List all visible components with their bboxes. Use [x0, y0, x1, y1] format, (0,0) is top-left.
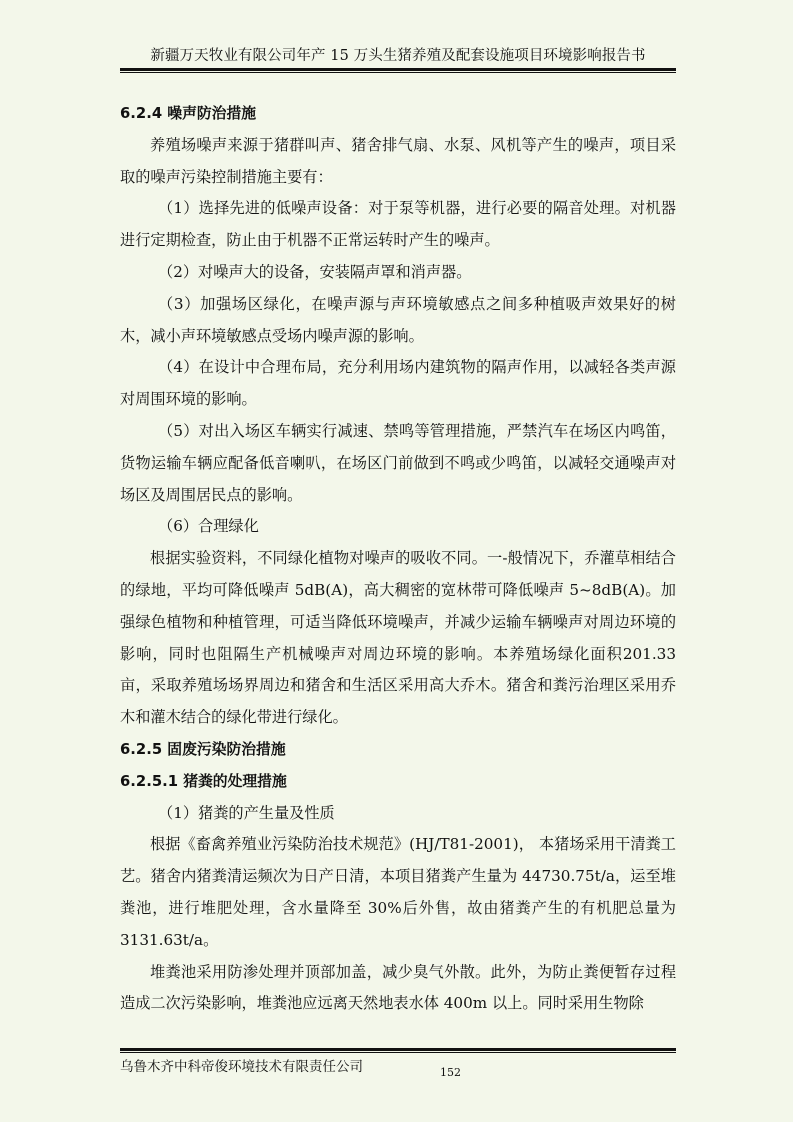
list-item-sound-enclosure: （2）对噪声大的设备，安装隔声罩和消声器。 — [158, 262, 472, 281]
footer-organization: 乌鲁木齐中科帝俊环境技术有限责任公司 — [120, 1059, 363, 1075]
list-item-reasonable-greening: （6）合理绿化 — [158, 517, 259, 536]
list-item-vehicles: （5）对出入场区车辆实行减速、禁鸣等管理措施，严禁汽车在场区内鸣笛，货物运输车辆应配备低音喇叭，在场区门前做到不鸣或少鸣笛，以减轻交通噪声对场区及周围居民点的影响。 — [120, 421, 676, 504]
paragraph-noise-sources: 养殖场噪声来源于猪群叫声、猪舍排气扇、水泵、风机等产生的噪声，项目采取的噪声污染控制措施主要有： — [120, 135, 676, 186]
list-item-low-noise-equipment: （1）选择先进的低噪声设备：对于泵等机器，进行必要的隔音处理。对机器进行定期检查，防止由于机器不正常运转时产生的噪声。 — [120, 199, 676, 250]
page-number: 152 — [440, 1066, 461, 1079]
paragraph-manure-storage: 堆粪池采用防渗处理并顶部加盖，减少臭气外散。此外，为防止粪便暂存过程造成二次污染影响，堆粪池应远离天然地表水体 400m 以上。同时采用生物除 — [120, 962, 676, 1013]
paragraph-greening-details: 根据实验资料，不同绿化植物对噪声的吸收不同。一-般情况下，乔灌草相结合的绿地，平均可降低噪声 5dB(A)，高大稠密的宽林带可降低噪声 5~8dB(A)。加强绿色植物和种植管理，可适当降低环境噪声，并减少运输车辆噪声对周边环境的影响，同时也阻隔生产机械噪声对周边环境的影响。本养殖场绿化面积201.33 亩，采取养殖场场界周边和猪舍和生活区采用高大乔木。猪舍和粪污治理区采用乔木和灌木结合的绿化带进行绿化。 — [120, 549, 676, 727]
section-heading-noise: 6.2.4 噪声防治措施 — [120, 105, 257, 122]
footer-rule-thick — [120, 1048, 676, 1051]
footer-rule-thin — [120, 1052, 676, 1053]
paragraph-manure-production: 根据《畜禽养殖业污染防治技术规范》(HJ/T81-2001)， 本猪场采用干清粪工艺。猪舍内猪粪清运频次为日产日清，本项目猪粪产生量为 44730.75t/a，运至堆粪池，进行堆肥处理，含水量降至 30%后外售，故由猪粪产生的有机肥总量为 3131.63t/a。 — [120, 835, 676, 949]
list-item-layout: （4）在设计中合理布局，充分利用场内建筑物的隔声作用，以减轻各类声源对周围环境的影响。 — [120, 358, 676, 409]
page-header-title: 新疆万天牧业有限公司年产 15 万头生猪养殖及配套设施项目环境影响报告书 — [150, 48, 646, 64]
subsection-heading-manure: 6.2.5.1 猪粪的处理措施 — [120, 772, 287, 790]
list-item-manure-quantity: （1）猪粪的产生量及性质 — [158, 803, 335, 822]
list-item-greening: （3）加强场区绿化，在噪声源与声环境敏感点之间多种植吸声效果好的树木，减小声环境敏感点受场内噪声源的影响。 — [120, 294, 676, 345]
header-rule-thick — [120, 68, 676, 71]
document-body — [120, 98, 676, 1020]
header-rule-thin — [120, 72, 676, 73]
section-heading-solid-waste: 6.2.5 固废污染防治措施 — [120, 740, 286, 758]
